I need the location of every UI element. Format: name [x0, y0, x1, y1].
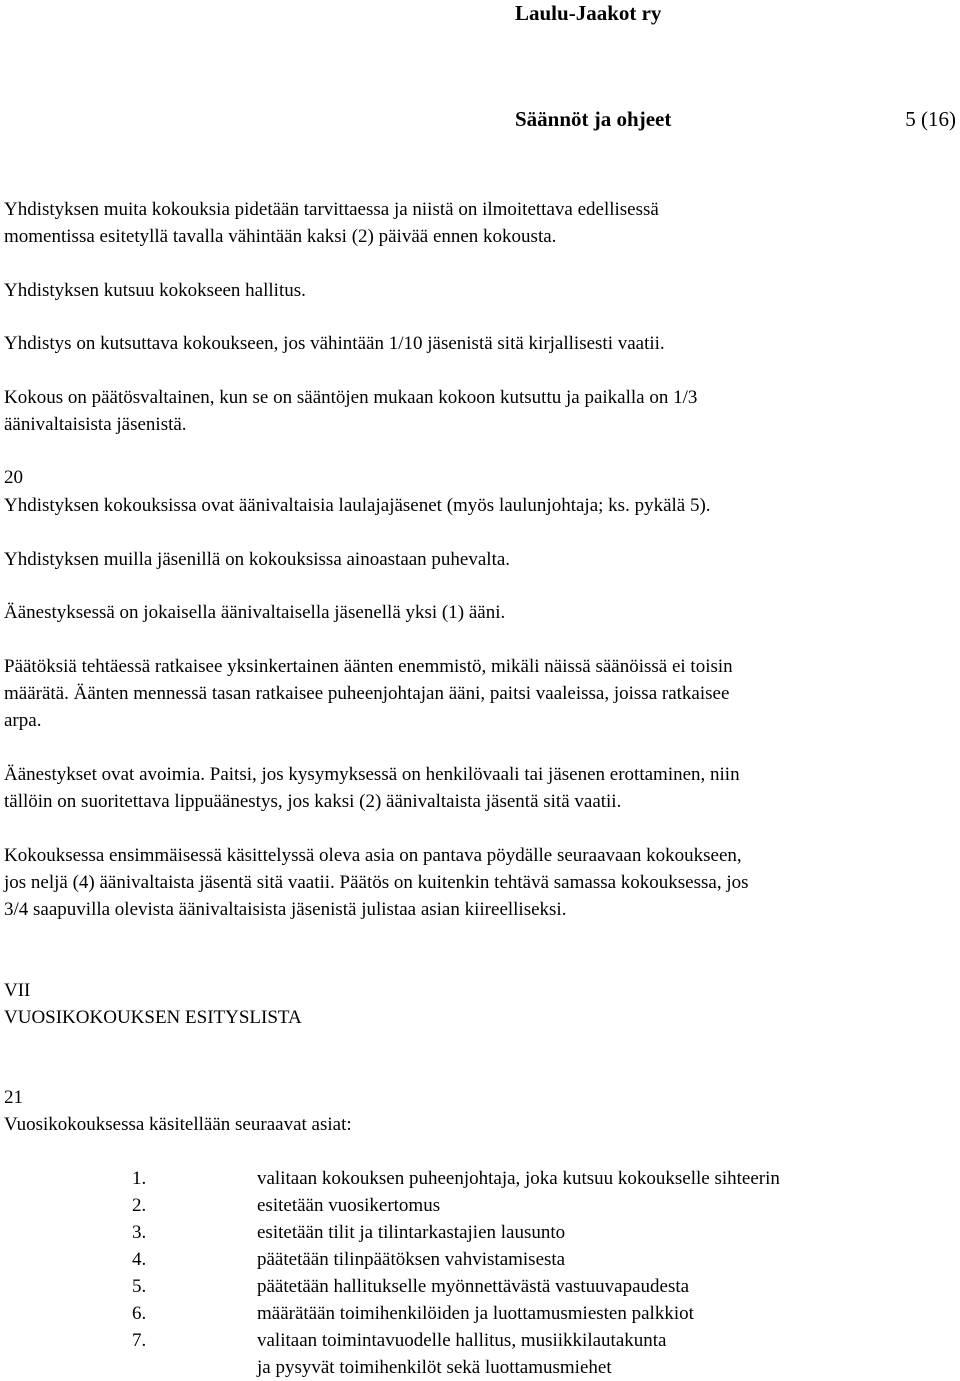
paragraph-line: arpa. [4, 710, 42, 731]
page-number: 5 (16) [905, 107, 956, 131]
paragraph-line: Kokous on päätösvaltainen, kun se on sääntöjen mukaan kokoon kutsuttu ja paikalla on 1/3 [4, 387, 698, 408]
list-item-text: valitaan kokouksen puheenjohtaja, joka kutsuu kokoukselle sihteerin [257, 1168, 780, 1189]
list-item [132, 1219, 937, 1246]
paragraph-line: Yhdistyksen muita kokouksia pidetään tarvittaessa ja niistä on ilmoitettava edellisessä [4, 199, 659, 220]
list-item [132, 1165, 937, 1192]
document-title: Säännöt ja ohjeet [515, 107, 672, 131]
list-item-text: ja pysyvät toimihenkilöt sekä luottamusmiehet [257, 1357, 612, 1378]
list-item-text: valitaan toimintavuodelle hallitus, musiikkilautakunta [257, 1330, 667, 1351]
list-item-number: 6. [132, 1303, 147, 1324]
paragraph-line: Kokouksessa ensimmäisessä käsittelyssä oleva asia on pantava pöydälle seuraavaan kokoukseen, [4, 845, 742, 866]
list-item-number: 1. [132, 1168, 147, 1189]
paragraph-line: Yhdistyksen kutsuu kokokseen hallitus. [4, 280, 306, 301]
paragraph-line: Yhdistys on kutsuttava kokoukseen, jos vähintään 1/10 jäsenistä sitä kirjallisesti vaatii. [4, 333, 665, 354]
list-item [132, 1246, 937, 1273]
section-number: 21 [4, 1087, 23, 1108]
chapter-title: VUOSIKOKOUKSEN ESITYSLISTA [4, 1007, 302, 1028]
organization-name: Laulu-Jaakot ry [515, 1, 662, 25]
paragraph-line: Yhdistyksen kokouksissa ovat äänivaltaisia laulajajäsenet (myös laulunjohtaja; ks. pykälä 5). [4, 495, 711, 516]
list-item [132, 1354, 937, 1381]
list-item-number [132, 1354, 257, 1381]
paragraph-line: momentissa esitetyllä tavalla vähintään kaksi (2) päivää ennen kokousta. [4, 226, 557, 247]
paragraph-line: Äänestykset ovat avoimia. Paitsi, jos kysymyksessä on henkilövaali tai jäsenen erottaminen, niin [4, 764, 740, 785]
paragraph-line: 3/4 saapuvilla olevista äänivaltaisista jäsenistä julistaa asian kiireelliseksi. [4, 899, 567, 920]
list-item-text: päätetään tilinpäätöksen vahvistamisesta [257, 1249, 566, 1270]
paragraph-line: Yhdistyksen muilla jäsenillä on kokouksissa ainoastaan puhevalta. [4, 549, 511, 570]
paragraph-line: jos neljä (4) äänivaltaista jäsentä sitä vaatii. Päätös on kuitenkin tehtävä samassa kokouksessa, jos [4, 872, 749, 893]
agenda-list [132, 1165, 937, 1381]
paragraph-line: määrätä. Äänten mennessä tasan ratkaisee puheenjohtajan ääni, paitsi vaaleissa, joissa ratkaisee [4, 683, 730, 704]
paragraph-line: Vuosikokouksessa käsitellään seuraavat asiat: [4, 1114, 352, 1135]
list-item-number: 2. [132, 1195, 147, 1216]
paragraph-line: äänivaltaisista jäsenistä. [4, 414, 187, 435]
list-item-text: esitetään tilit ja tilintarkastajien lausunto [257, 1222, 566, 1243]
list-item-number: 4. [132, 1249, 147, 1270]
list-item-text: määrätään toimihenkilöiden ja luottamusmiesten palkkiot [257, 1303, 694, 1324]
list-item [132, 1327, 937, 1354]
section-number: 20 [4, 467, 23, 488]
list-item-number: 7. [132, 1330, 147, 1351]
list-item-text: päätetään hallitukselle myönnettävästä vastuuvapaudesta [257, 1276, 690, 1297]
list-item-number: 3. [132, 1222, 147, 1243]
list-item [132, 1300, 937, 1327]
list-item-number: 5. [132, 1276, 147, 1297]
paragraph-line: Äänestyksessä on jokaisella äänivaltaisella jäsenellä yksi (1) ääni. [4, 602, 506, 623]
list-item-text: esitetään vuosikertomus [257, 1195, 441, 1216]
paragraph-line: tällöin on suoritettava lippuäänestys, jos kaksi (2) äänivaltaista jäsentä sitä vaatii. [4, 791, 622, 812]
paragraph-line: Päätöksiä tehtäessä ratkaisee yksinkertainen äänten enemmistö, mikäli näissä säänöissä ei toisin [4, 656, 733, 677]
list-item [132, 1273, 937, 1300]
list-item [132, 1192, 937, 1219]
chapter-number: VII [4, 980, 31, 1001]
